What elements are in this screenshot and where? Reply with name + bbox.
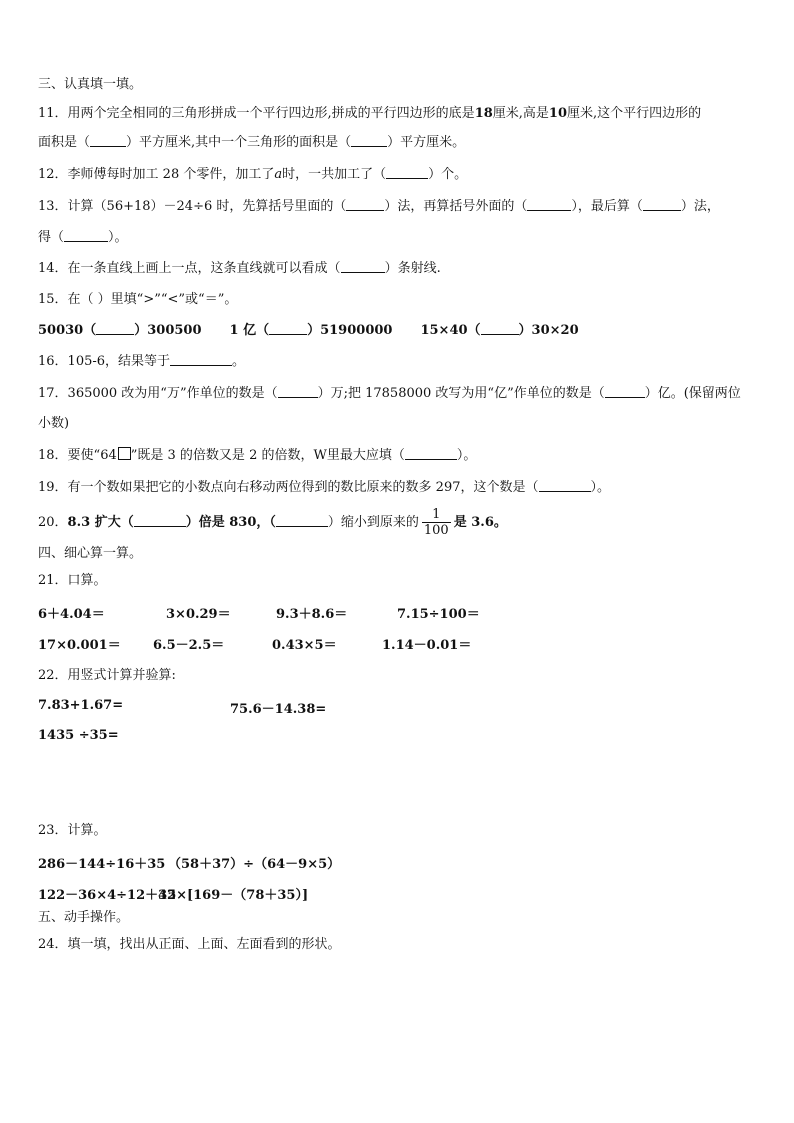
- q19-number: 19．: [38, 480, 68, 495]
- question-11-line2: [38, 134, 465, 152]
- q15-number: 15．: [38, 292, 68, 307]
- answer-blank[interactable]: [64, 229, 108, 242]
- fraction-denominator: 100: [423, 523, 449, 538]
- q13-text-b: ）法，再算括号外面的（: [384, 199, 528, 214]
- q13-text-e: 得（: [38, 230, 65, 245]
- answer-blank[interactable]: [405, 447, 457, 460]
- calc-expression-4: 42×[169－（78＋35）]: [158, 888, 309, 903]
- q11-height-value: 10: [548, 106, 568, 121]
- q16-number: 16．: [38, 354, 68, 369]
- question-15-compare-row: [38, 322, 579, 340]
- vertical-calc-1: 7.83+1.67=: [38, 698, 124, 713]
- question-13-line2: [38, 229, 128, 247]
- answer-blank[interactable]: [170, 353, 232, 366]
- vertical-calc-3: 1435 ÷35=: [38, 728, 119, 743]
- question-12: [38, 166, 467, 184]
- fraction-numerator: 1: [422, 507, 451, 523]
- question-17-line2: [38, 415, 69, 433]
- q18-text-c: ）。: [456, 448, 477, 463]
- calc-expression-1: 286－144÷16＋35: [38, 857, 166, 872]
- mental-calc-1-2: 3×0.29＝: [166, 607, 231, 622]
- answer-blank[interactable]: [346, 198, 384, 211]
- q12-text-a: 李师傅每时加工 28 个零件，加工了: [67, 167, 275, 182]
- q12-text-c: ）个。: [428, 167, 468, 182]
- q17-text-a: 365000 改为用“万”作单位的数是（: [67, 386, 278, 401]
- question-14: [38, 260, 441, 278]
- q13-text-f: ）。: [108, 230, 128, 245]
- mental-calc-2-1: 17×0.001＝: [38, 638, 121, 653]
- q13-number: 13．: [38, 199, 68, 214]
- q20-text-b: ）倍是 830，（: [185, 515, 276, 530]
- answer-blank[interactable]: [90, 134, 126, 147]
- q11-text-d: 面积是（: [38, 135, 91, 150]
- question-19: [38, 479, 610, 497]
- question-24-title: 24．填一填，找出从正面、上面、左面看到的形状。: [38, 937, 341, 952]
- answer-blank[interactable]: [386, 166, 428, 179]
- q14-text-a: 在一条直线上画上一点，这条直线就可以看成（: [67, 261, 341, 276]
- answer-blank[interactable]: [276, 514, 328, 527]
- question-16: [38, 353, 245, 371]
- q17-text-c: ）亿。(保留两位: [644, 386, 741, 401]
- answer-blank[interactable]: [643, 198, 681, 211]
- mental-calc-1-4: 7.15÷100＝: [397, 607, 480, 622]
- answer-blank[interactable]: [278, 385, 318, 398]
- q15-item2-right: ）51900000: [307, 323, 393, 338]
- q14-number: 14．: [38, 261, 68, 276]
- q17-text-b: ）万;把 17858000 改写为用“亿”作单位的数是（: [317, 386, 605, 401]
- section3-heading: 三、认真填一填。: [38, 77, 143, 92]
- q11-text-c: 厘米,这个平行四边形的: [567, 106, 702, 121]
- q19-text-a: 有一个数如果把它的小数点向右移动两位得到的数比原来的数多 297，这个数是（: [67, 480, 539, 495]
- q17-number: 17．: [38, 386, 68, 401]
- q12-text-b: 时，一共加工了（: [282, 167, 387, 182]
- mental-calc-2-3: 0.43×5＝: [272, 638, 337, 653]
- answer-blank[interactable]: [96, 322, 134, 335]
- q20-text-d: 是 3.6。: [453, 515, 507, 530]
- answer-blank[interactable]: [341, 260, 385, 273]
- q13-text-d: ）法，: [680, 199, 720, 214]
- answer-blank[interactable]: [539, 479, 591, 492]
- vertical-calc-2: 75.6－14.38=: [230, 702, 327, 717]
- q11-text-b: 厘米,高是: [492, 106, 549, 121]
- mental-calc-1-3: 9.3＋8.6＝: [276, 607, 348, 622]
- q20-text-a: 8.3 扩大（: [67, 515, 134, 530]
- q18-number: 18．: [38, 448, 68, 463]
- q15-item1-left: 50030（: [38, 323, 97, 338]
- q15-item1-right: ）300500: [134, 323, 202, 338]
- question-23-title: 23．计算。: [38, 823, 107, 838]
- q12-variable: a: [274, 167, 283, 182]
- q13-text-a: 计算（56+18）－24÷6 时，先算括号里面的（: [67, 199, 347, 214]
- q11-text-e: ）平方厘米,其中一个三角形的面积是（: [126, 135, 352, 150]
- answer-blank[interactable]: [605, 385, 645, 398]
- answer-blank[interactable]: [269, 322, 307, 335]
- q18-text-b: ”既是 3 的倍数又是 2 的倍数，W里最大应填（: [130, 448, 405, 463]
- q20-number: 20．: [38, 515, 68, 530]
- q14-text-b: ）条射线.: [384, 261, 441, 276]
- digit-box[interactable]: [118, 447, 131, 460]
- answer-blank[interactable]: [481, 322, 519, 335]
- q15-text-a: 在（ ）里填“>”“<”或“＝”。: [67, 292, 238, 307]
- question-18: [38, 447, 476, 465]
- q11-number: 11．: [38, 106, 68, 121]
- section4-heading: 四、细心算一算。: [38, 546, 143, 561]
- fraction: [422, 507, 451, 538]
- question-22-title: 22．用竖式计算并验算:: [38, 668, 176, 683]
- q20-text-c: ）缩小到原来的: [327, 515, 419, 530]
- mental-calc-2-4: 1.14－0.01＝: [382, 638, 472, 653]
- mental-calc-2-2: 6.5－2.5＝: [153, 638, 225, 653]
- q11-text-a: 用两个完全相同的三角形拼成一个平行四边形,拼成的平行四边形的底是: [67, 106, 475, 121]
- q17-text-d: 小数): [38, 416, 70, 431]
- section5-heading: 五、动手操作。: [38, 910, 130, 925]
- q11-base-value: 18: [474, 106, 493, 121]
- question-20: [38, 507, 507, 539]
- question-21-title: 21．口算。: [38, 573, 107, 588]
- question-13-line1: [38, 198, 720, 216]
- question-17-line1: [38, 385, 741, 403]
- question-15: [38, 291, 237, 309]
- q15-item2-left: 1 亿（: [229, 323, 270, 338]
- answer-blank[interactable]: [134, 514, 186, 527]
- q19-text-b: ）。: [590, 480, 611, 495]
- q13-text-c: ），最后算（: [571, 199, 643, 214]
- q18-text-a: 要使“64: [67, 448, 117, 463]
- answer-blank[interactable]: [351, 134, 387, 147]
- q11-text-f: ）平方厘米。: [387, 135, 466, 150]
- q16-text-a: 105-6，结果等于: [67, 354, 171, 369]
- answer-blank[interactable]: [527, 198, 571, 211]
- calc-expression-2: （58＋37）÷（64－9×5）: [168, 857, 341, 872]
- calc-expression-3: 122－36×4÷12＋35: [38, 888, 177, 903]
- question-11-line1: [38, 105, 701, 123]
- mental-calc-1-1: 6＋4.04＝: [38, 607, 105, 622]
- q12-number: 12．: [38, 167, 68, 182]
- q15-item3-left: 15×40（: [420, 323, 481, 338]
- q15-item3-right: ）30×20: [518, 323, 579, 338]
- q16-text-b: 。: [232, 354, 246, 369]
